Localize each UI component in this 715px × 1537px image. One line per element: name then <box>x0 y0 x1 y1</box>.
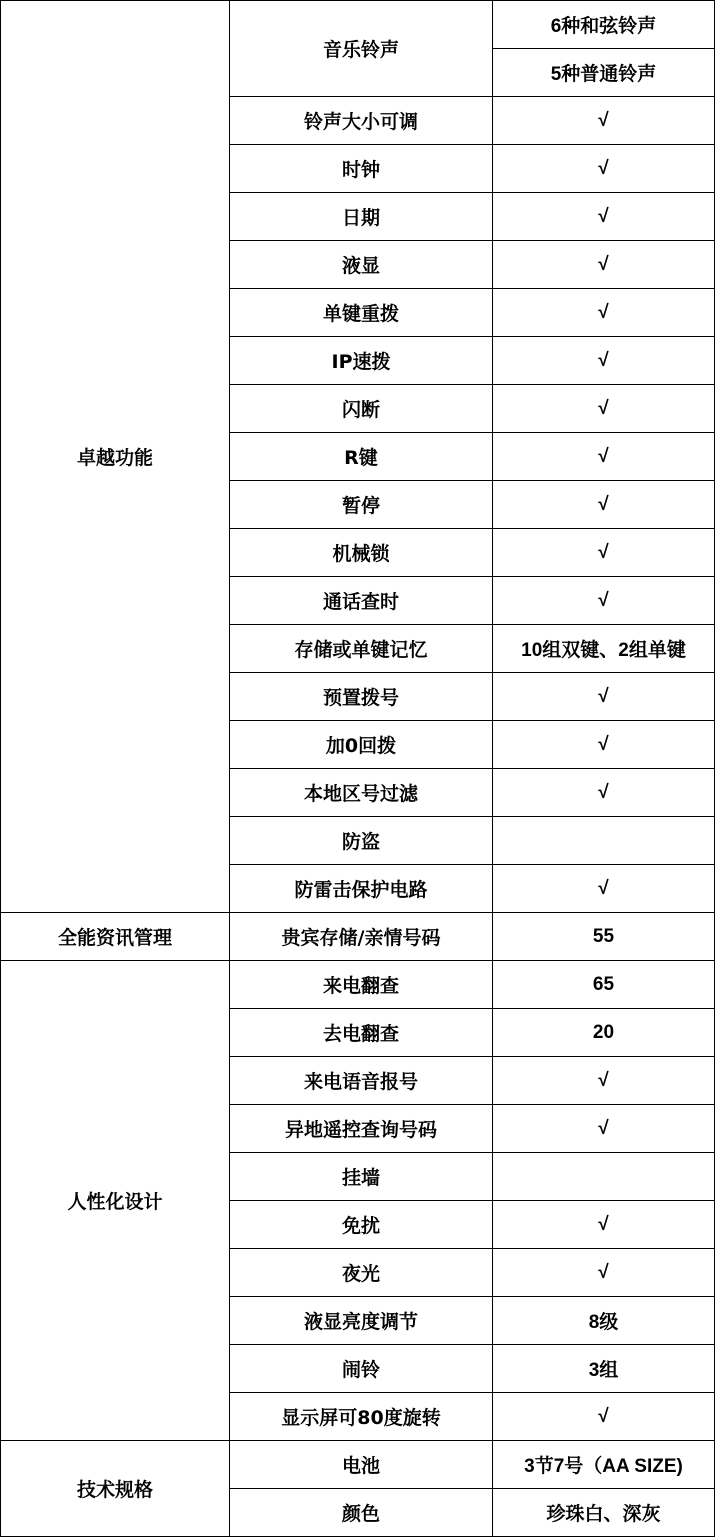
feature-cell: 时钟 <box>230 145 493 193</box>
feature-cell: 防雷击保护电路 <box>230 865 493 913</box>
feature-cell: 挂墙 <box>230 1153 493 1201</box>
feature-cell: 电池 <box>230 1441 493 1489</box>
feature-cell: 铃声大小可调 <box>230 97 493 145</box>
value-cell: 珍珠白、深灰 <box>493 1489 715 1537</box>
value-cell <box>493 817 715 865</box>
feature-cell: 来电语音报号 <box>230 1057 493 1105</box>
value-cell: 65 <box>493 961 715 1009</box>
feature-cell: 免扰 <box>230 1201 493 1249</box>
category-cell: 全能资讯管理 <box>1 913 230 961</box>
category-cell: 技术规格 <box>1 1441 230 1537</box>
feature-cell: 颜色 <box>230 1489 493 1537</box>
feature-cell: 暂停 <box>230 481 493 529</box>
value-cell: 5种普通铃声 <box>493 49 715 97</box>
spec-table-body <box>1 1 715 1537</box>
value-cell: √ <box>493 1057 715 1105</box>
value-cell: √ <box>493 673 715 721</box>
value-cell <box>493 1153 715 1201</box>
feature-cell: 音乐铃声 <box>230 1 493 97</box>
table-row <box>1 961 715 1009</box>
feature-cell: 本地区号过滤 <box>230 769 493 817</box>
table-row <box>1 1441 715 1489</box>
value-cell: √ <box>493 385 715 433</box>
value-cell: 8级 <box>493 1297 715 1345</box>
feature-cell: 异地遥控查询号码 <box>230 1105 493 1153</box>
table-row <box>1 1 715 49</box>
value-cell: √ <box>493 433 715 481</box>
value-cell: √ <box>493 97 715 145</box>
value-cell: 55 <box>493 913 715 961</box>
value-cell: √ <box>493 241 715 289</box>
feature-cell: 去电翻查 <box>230 1009 493 1057</box>
value-cell: 3节7号（AA SIZE) <box>493 1441 715 1489</box>
feature-cell: 日期 <box>230 193 493 241</box>
value-cell: 20 <box>493 1009 715 1057</box>
feature-cell: 液显 <box>230 241 493 289</box>
value-cell: √ <box>493 577 715 625</box>
value-cell: √ <box>493 721 715 769</box>
table-row <box>1 913 715 961</box>
value-cell: √ <box>493 289 715 337</box>
feature-cell: 闪断 <box>230 385 493 433</box>
value-cell: √ <box>493 769 715 817</box>
value-cell: √ <box>493 1393 715 1441</box>
value-cell: √ <box>493 1201 715 1249</box>
feature-cell: 单键重拨 <box>230 289 493 337</box>
category-cell: 人性化设计 <box>1 961 230 1441</box>
category-cell: 卓越功能 <box>1 1 230 913</box>
feature-cell: 机械锁 <box>230 529 493 577</box>
value-cell: √ <box>493 529 715 577</box>
value-cell: √ <box>493 1105 715 1153</box>
feature-cell: 预置拨号 <box>230 673 493 721</box>
value-cell: √ <box>493 193 715 241</box>
feature-cell: IP速拨 <box>230 337 493 385</box>
feature-cell: R键 <box>230 433 493 481</box>
feature-cell: 加0回拨 <box>230 721 493 769</box>
value-cell: √ <box>493 337 715 385</box>
feature-cell: 显示屏可80度旋转 <box>230 1393 493 1441</box>
value-cell: √ <box>493 481 715 529</box>
feature-cell: 防盗 <box>230 817 493 865</box>
feature-cell: 来电翻查 <box>230 961 493 1009</box>
value-cell: √ <box>493 865 715 913</box>
feature-cell: 液显亮度调节 <box>230 1297 493 1345</box>
feature-cell: 闹铃 <box>230 1345 493 1393</box>
value-cell: 10组双键、2组单键 <box>493 625 715 673</box>
value-cell: 3组 <box>493 1345 715 1393</box>
value-cell: √ <box>493 1249 715 1297</box>
value-cell: √ <box>493 145 715 193</box>
value-cell: 6种和弦铃声 <box>493 1 715 49</box>
feature-cell: 贵宾存储/亲情号码 <box>230 913 493 961</box>
feature-cell: 夜光 <box>230 1249 493 1297</box>
feature-cell: 存储或单键记忆 <box>230 625 493 673</box>
feature-cell: 通话查时 <box>230 577 493 625</box>
